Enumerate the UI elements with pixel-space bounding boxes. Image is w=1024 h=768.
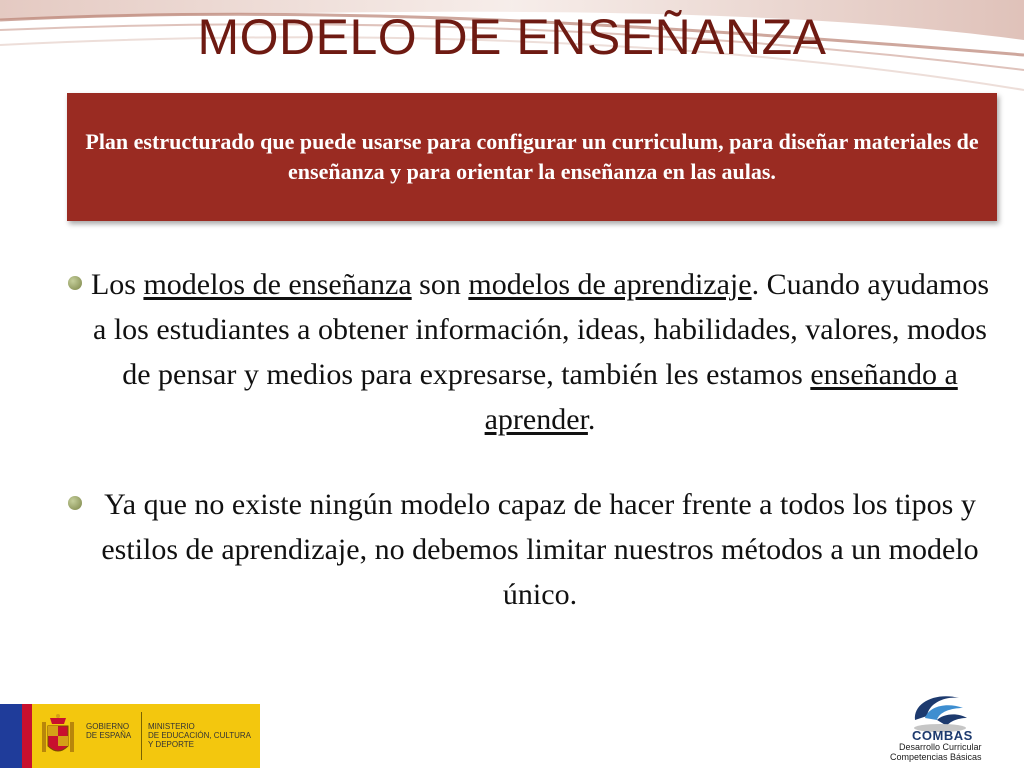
term-modelos-aprendizaje: modelos de aprendizaje [468,268,752,301]
combas-name: COMBAS [912,728,973,743]
government-logo [0,704,260,768]
bullet1-text-2: son [411,268,469,301]
ministry-text: MINISTERIO DE EDUCACIÓN, CULTURA Y DEPORTE [148,722,251,749]
bullet-item-no-single-model [60,482,990,617]
bullet-item-models [60,262,990,442]
bullet1-text-4: . [587,403,596,436]
bullet1-text-1: Los [90,268,144,301]
bullet2-text: Ya que no existe ningún modelo capaz de hacer frente a todos los tipos y estilos de aprendizaje, no debemos limitar nuestros métodos a un modelo único. [101,488,979,611]
bullet1-text-3: . Cuando ayudamos a los estudiantes a obtener información, ideas, habilidades, valores, modos de pensar y medios para expresarse, también les estamos [93,268,990,391]
eu-flag-icon [0,704,22,768]
bullet-icon [68,276,82,290]
definition-box [67,93,997,221]
term-ensenando-aprender: enseñando a aprender [484,358,958,436]
slide-title: MODELO DE ENSEÑANZA [197,9,827,65]
coat-of-arms-icon [38,712,78,760]
government-text: GOBIERNO DE ESPAÑA [86,722,132,740]
combas-subtitle-2: Competencias Básicas [890,752,982,762]
logo-divider [141,712,142,760]
combas-subtitle-1: Desarrollo Curricular [899,742,982,752]
spain-flag-stripe [22,704,32,768]
bullet-icon [68,496,82,510]
bullet-list [60,262,990,617]
term-modelos-ensenanza: modelos de enseñanza [143,268,412,301]
combas-logo [885,690,1005,765]
definition-text: Plan estructurado que puede usarse para configurar un curriculum, para diseñar materiales de enseñanza y para orientar la enseñanza en las aulas. [85,129,979,184]
